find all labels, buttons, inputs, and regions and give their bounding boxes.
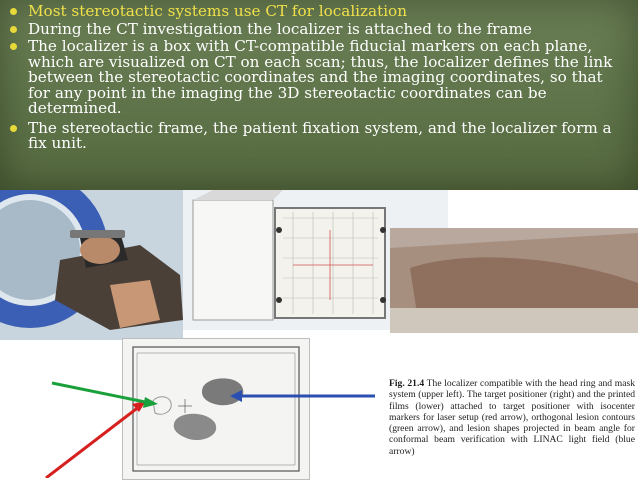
bullet-text: Most stereotactic systems use CT for localization [28,2,407,20]
bullet-text: During the CT investigation the localizer is attached to the frame [28,19,532,38]
red-arrow-icon [46,401,146,478]
bullet-text: The localizer is a box with CT-compatible fiducial markers on each plane, which are visualized on CT on each scan; thus, the localizer defines the link between the stereotactic coordinates and the imaging coordinates, so that for any point in the imaging the 3D stereotactic coordinates can be determined. [28,37,613,117]
caption-label: Fig. 21.4 [389,378,425,389]
figure-caption [389,378,635,457]
bullet-text: The stereotactic frame, the patient fixation system, and the localizer form a fix unit. [28,118,612,152]
caption-text: The localizer compatible with the head ring and mask system (upper left). The target positioner (right) and the printed films (lower) attached to target positioner with isocenter markers for laser setup (red arrow), orthogonal lesion contours (green arrow), and lesion shapes projected in beam angle for conformal beam verification with LINAC light field (blue arrow) [389,378,635,457]
blue-arrow-icon [230,390,375,402]
